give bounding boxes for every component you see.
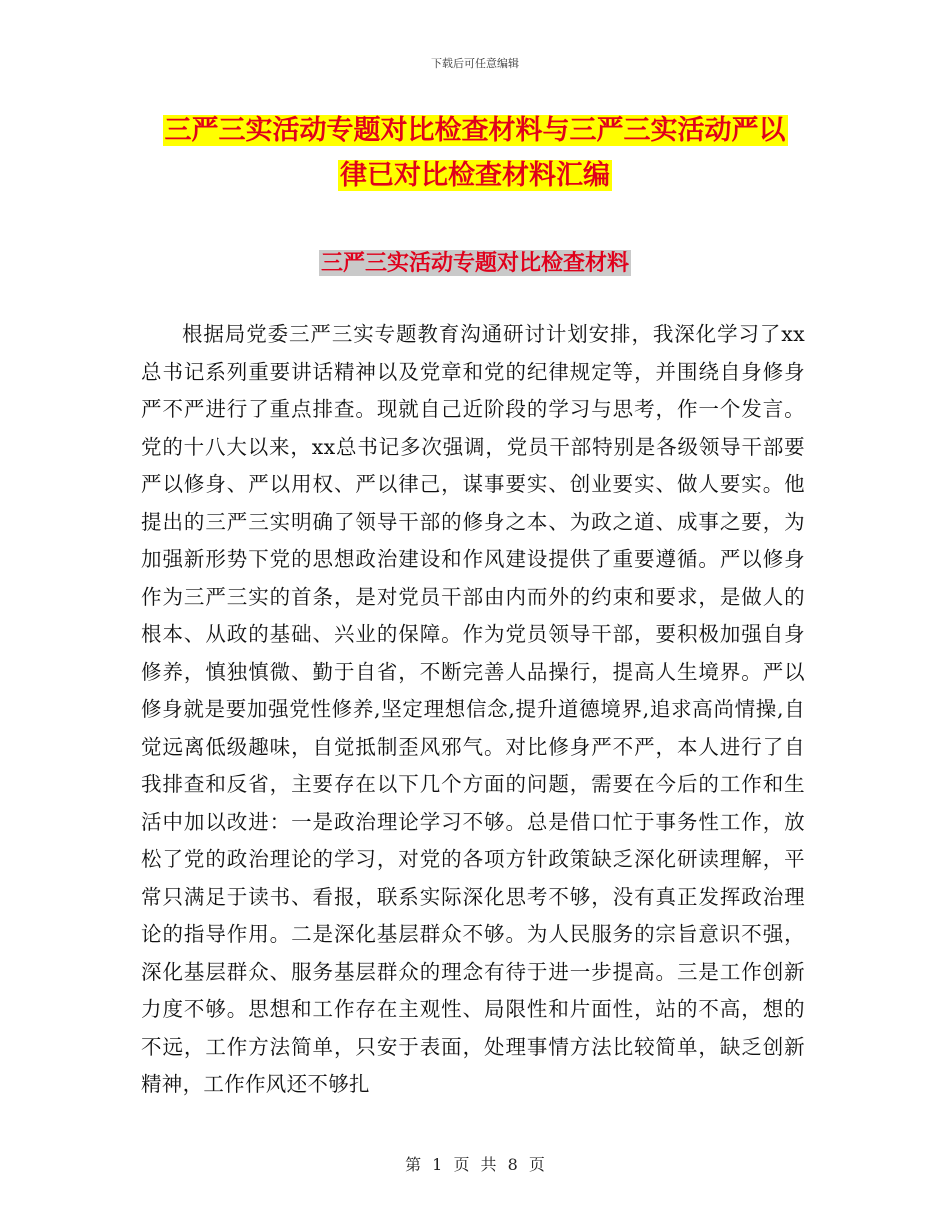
page-footer: 第 1 页 共 8 页: [405, 1155, 545, 1174]
body-paragraph: 根据局党委三严三实专题教育沟通研讨计划安排，我深化学习了xx总书记系列重要讲话精神以及党章和党的纪律规定等，并围绕自身修身严不严进行了重点排查。现就自己近阶段的学习与思考，作一个发言。党的十八大以来，xx总书记多次强调，党员干部特别是各级领导干部要严以修身、严以用权、严以律己，谋事要实、创业要实、做人要实。他提出的三严三实明确了领导干部的修身之本、为政之道、成事之要，为加强新形势下党的思想政治建设和作风建设提供了重要遵循。严以修身作为三严三实的首条，是对党员干部由内而外的约束和要求，是做人的根本、从政的基础、兴业的保障。作为党员领导干部，要积极加强自身修养，慎独慎微、勤于自省，不断完善人品操行，提高人生境界。严以修身就是要加强党性修养,坚定理想信念,提升道德境界,追求高尚情操,自觉远离低级趣味，自觉抵制歪风邪气。对比修身严不严，本人进行了自我排查和反省，主要存在以下几个方面的问题，需要在今后的工作和生活中加以改进：一是政治理论学习不够。总是借口忙于事务性工作，放松了党的政治理论的学习，对党的各项方针政策缺乏深化研读理解，平常只满足于读书、看报，联系实际深化思考不够，没有真正发挥政治理论的指导作用。二是深化基层群众不够。为人民服务的宗旨意识不强，深化基层群众、服务基层群众的理念有待于进一步提高。三是工作创新力度不够。思想和工作存在主观性、局限性和片面性，站的不高，想的不远，工作方法简单，只安于表面，处理事情方法比较简单，缺乏创新精神，工作作风还不够扎: [141, 322, 805, 1096]
document-title: [140, 108, 810, 198]
header-note: 下载后可任意编辑: [431, 57, 519, 70]
title-line-1: 三严三实活动专题对比检查材料与三严三实活动严以: [164, 115, 786, 146]
section-title: [0, 246, 950, 280]
title-line-2: 律已对比检查材料汇编: [340, 160, 610, 191]
section-title-text: 三严三实活动专题对比检查材料: [320, 250, 629, 276]
